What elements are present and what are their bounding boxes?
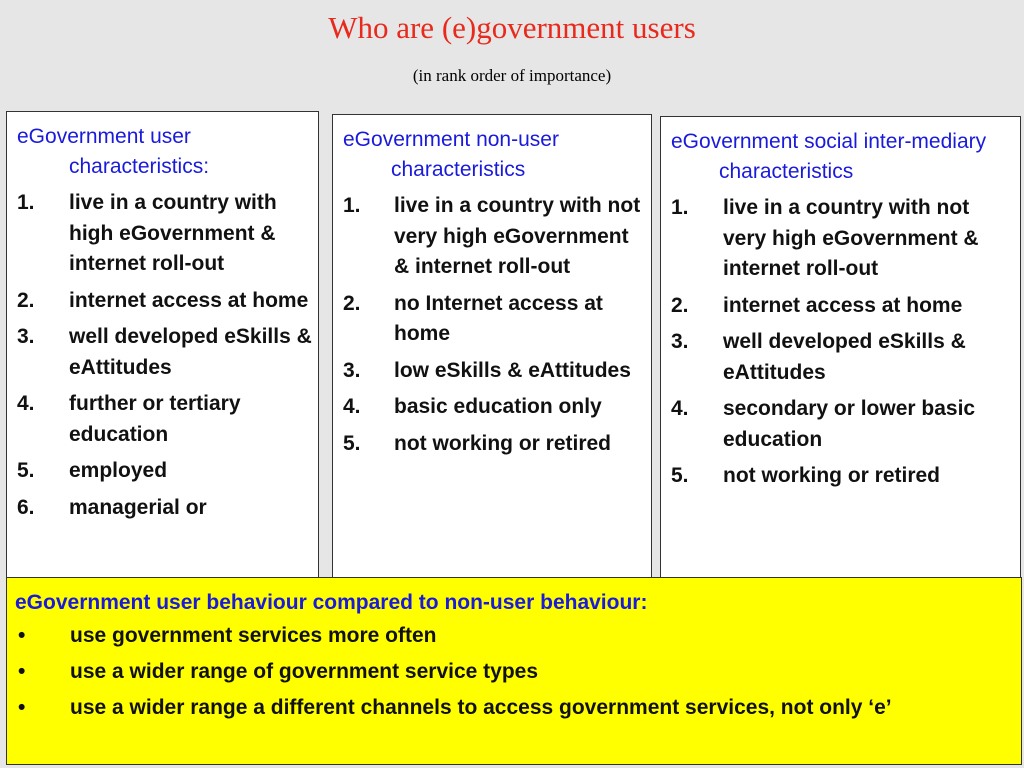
non-user-characteristics-heading: eGovernment non-user characteristics — [343, 128, 559, 181]
item-text: employed — [69, 459, 168, 482]
list-item — [7, 286, 318, 317]
list-item — [7, 188, 318, 280]
item-number: 2. — [17, 288, 35, 312]
list-item — [7, 389, 318, 450]
social-intermediary-characteristics-list — [661, 193, 1020, 492]
item-number: 2. — [343, 291, 361, 315]
list-item — [333, 289, 651, 350]
list-item — [15, 621, 1011, 651]
slide-title: Who are (e)government users — [328, 10, 696, 45]
item-text: further or tertiary education — [69, 392, 241, 446]
slide-subtitle: (in rank order of importance) — [412, 66, 612, 85]
item-number: 4. — [671, 397, 689, 420]
item-text: live in a country with high eGovernment & internet roll-out — [69, 191, 277, 275]
item-text: no Internet access at home — [394, 291, 603, 345]
bullet-icon: • — [18, 696, 26, 719]
list-item — [333, 191, 651, 283]
user-behaviour-heading: eGovernment user behaviour compared to non-user behaviour: — [15, 591, 648, 614]
item-number: 2. — [671, 293, 689, 317]
item-text: well developed eSkills & eAttitudes — [69, 325, 312, 379]
item-number: 5. — [671, 464, 689, 487]
item-text: live in a country with not very high eGovernment & internet roll-out — [723, 196, 979, 280]
list-item — [333, 356, 651, 387]
bullet-icon: • — [18, 624, 26, 647]
list-item — [661, 193, 1020, 285]
user-behaviour-box — [6, 577, 1022, 765]
non-user-characteristics-box — [332, 114, 652, 581]
item-text: not working or retired — [394, 431, 612, 455]
list-item — [661, 291, 1020, 322]
item-number: 1. — [671, 196, 689, 219]
item-number: 4. — [17, 392, 35, 415]
item-number: 1. — [343, 194, 361, 217]
list-item — [15, 693, 1011, 723]
list-item — [7, 456, 318, 487]
item-number: 3. — [671, 330, 689, 353]
item-text: internet access at home — [69, 288, 309, 312]
list-item — [333, 392, 651, 423]
item-number: 4. — [343, 395, 361, 418]
item-text: live in a country with not very high eGovernment & internet roll-out — [394, 194, 641, 278]
item-number: 5. — [17, 459, 35, 482]
item-text: managerial or — [69, 495, 207, 519]
list-item — [7, 493, 318, 524]
list-item — [7, 322, 318, 383]
item-text: internet access at home — [723, 293, 963, 317]
item-text: use a wider range of government service types — [70, 660, 539, 683]
list-item — [661, 394, 1020, 455]
social-intermediary-characteristics-heading: eGovernment social inter-mediary characteristics — [671, 130, 987, 183]
user-characteristics-heading: eGovernment user characteristics: — [17, 125, 210, 178]
item-text: low eSkills & eAttitudes — [394, 358, 631, 382]
item-number: 1. — [17, 191, 35, 214]
item-text: use a wider range a different channels to access government services, not only ‘e’ — [70, 696, 892, 719]
item-text: secondary or lower basic education — [723, 397, 976, 451]
social-intermediary-characteristics-box — [660, 116, 1021, 581]
item-number: 6. — [17, 495, 35, 519]
user-behaviour-list — [15, 621, 1011, 723]
item-number: 5. — [343, 431, 361, 455]
list-item — [15, 657, 1011, 687]
item-text: basic education only — [394, 395, 602, 418]
list-item — [661, 327, 1020, 388]
list-item — [661, 461, 1020, 492]
item-number: 3. — [343, 358, 361, 382]
item-text: not working or retired — [723, 464, 941, 487]
user-characteristics-box — [6, 111, 319, 581]
item-text: well developed eSkills & eAttitudes — [723, 330, 966, 384]
user-characteristics-list — [7, 188, 318, 523]
bullet-icon: • — [18, 660, 26, 683]
non-user-characteristics-list — [333, 191, 651, 459]
item-number: 3. — [17, 325, 35, 348]
item-text: use government services more often — [70, 624, 437, 647]
list-item — [333, 429, 651, 460]
